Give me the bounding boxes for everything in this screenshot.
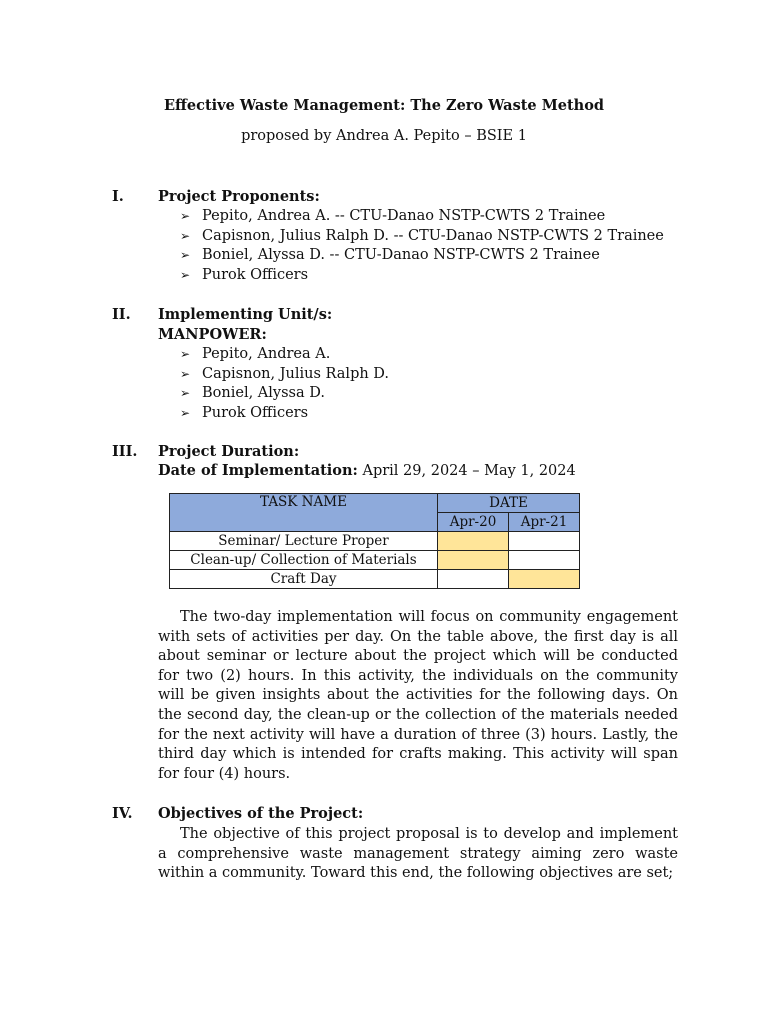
arrow-bullet-icon: ➢ bbox=[180, 347, 191, 361]
section-3-heading: Project Duration: bbox=[158, 443, 300, 460]
table-row bbox=[170, 551, 580, 570]
section-4-heading: Objectives of the Project: bbox=[158, 805, 364, 822]
manpower-subheading: MANPOWER: bbox=[158, 326, 267, 343]
list-item: ➢ Boniel, Alyssa D. -- CTU-Danao NSTP-CWTS 2 Trainee bbox=[180, 246, 664, 266]
arrow-bullet-icon: ➢ bbox=[180, 209, 191, 223]
schedule-cell bbox=[438, 551, 509, 570]
implementation-date-label: Date of Implementation: bbox=[158, 462, 358, 479]
document-title: Effective Waste Management: The Zero Waste Method bbox=[163, 97, 605, 114]
list-item: ➢ Capisnon, Julius Ralph D. -- CTU-Danao NSTP-CWTS 2 Trainee bbox=[180, 227, 664, 247]
task-name-header: TASK NAME bbox=[170, 494, 438, 532]
section-2-number: II. bbox=[112, 306, 131, 323]
implementation-date-value: April 29, 2024 – May 1, 2024 bbox=[362, 463, 576, 479]
manpower-list bbox=[180, 345, 389, 423]
section-3-number: III. bbox=[112, 443, 138, 460]
list-item: ➢ Pepito, Andrea A. -- CTU-Danao NSTP-CWTS 2 Trainee bbox=[180, 207, 664, 227]
arrow-bullet-icon: ➢ bbox=[180, 248, 191, 263]
list-item: ➢ Purok Officers bbox=[180, 404, 389, 424]
date-header: DATE bbox=[438, 494, 580, 513]
schedule-cell bbox=[438, 570, 509, 589]
date-column-header: Apr-21 bbox=[509, 513, 580, 532]
arrow-bullet-icon: ➢ bbox=[180, 386, 191, 401]
table-row bbox=[170, 570, 580, 589]
schedule-cell bbox=[509, 551, 580, 570]
date-column-header: Apr-20 bbox=[438, 513, 509, 532]
implementation-date-line bbox=[158, 462, 576, 479]
list-item: ➢ Pepito, Andrea A. bbox=[180, 345, 389, 365]
objectives-paragraph: The objective of this project proposal is to develop and implement a comprehensive waste management strategy aiming zero waste within a community. Toward this end, the following objectives are set; bbox=[158, 826, 678, 882]
document-subtitle: proposed by Andrea A. Pepito – BSIE 1 bbox=[241, 128, 527, 144]
arrow-bullet-icon: ➢ bbox=[180, 228, 191, 243]
section-2-heading: Implementing Unit/s: bbox=[158, 306, 333, 323]
proponents-list bbox=[180, 207, 664, 285]
list-item: ➢ Purok Officers bbox=[180, 266, 664, 286]
task-cell: Seminar/ Lecture Proper bbox=[170, 532, 438, 551]
list-item: ➢ Boniel, Alyssa D. bbox=[180, 384, 389, 404]
duration-paragraph: The two-day implementation will focus on community engagement with sets of activities per day. On the table above, the first day is all about seminar or lecture about the project which will be conducted for two (2) hours. In this activity, the individuals on the community will be given insights about the activities for the following days. On the second day, the clean-up or the collection of the materials needed for the next activity will have a duration of three (3) hours. Lastly, the third day which is intended for crafts making. This activity will span for four (4) hours. bbox=[158, 609, 678, 782]
task-cell: Craft Day bbox=[170, 570, 438, 589]
list-item: ➢ Capisnon, Julius Ralph D. bbox=[180, 365, 389, 385]
schedule-table bbox=[169, 493, 580, 589]
arrow-bullet-icon: ➢ bbox=[180, 405, 191, 420]
section-1-number: I. bbox=[112, 188, 124, 205]
arrow-bullet-icon: ➢ bbox=[180, 267, 191, 282]
schedule-cell bbox=[509, 532, 580, 551]
schedule-cell bbox=[438, 532, 509, 551]
arrow-bullet-icon: ➢ bbox=[180, 366, 191, 381]
section-1-heading: Project Proponents: bbox=[158, 188, 320, 205]
table-row bbox=[170, 532, 580, 551]
section-4-number: IV. bbox=[112, 805, 133, 822]
schedule-cell bbox=[509, 570, 580, 589]
task-cell: Clean-up/ Collection of Materials bbox=[170, 551, 438, 570]
